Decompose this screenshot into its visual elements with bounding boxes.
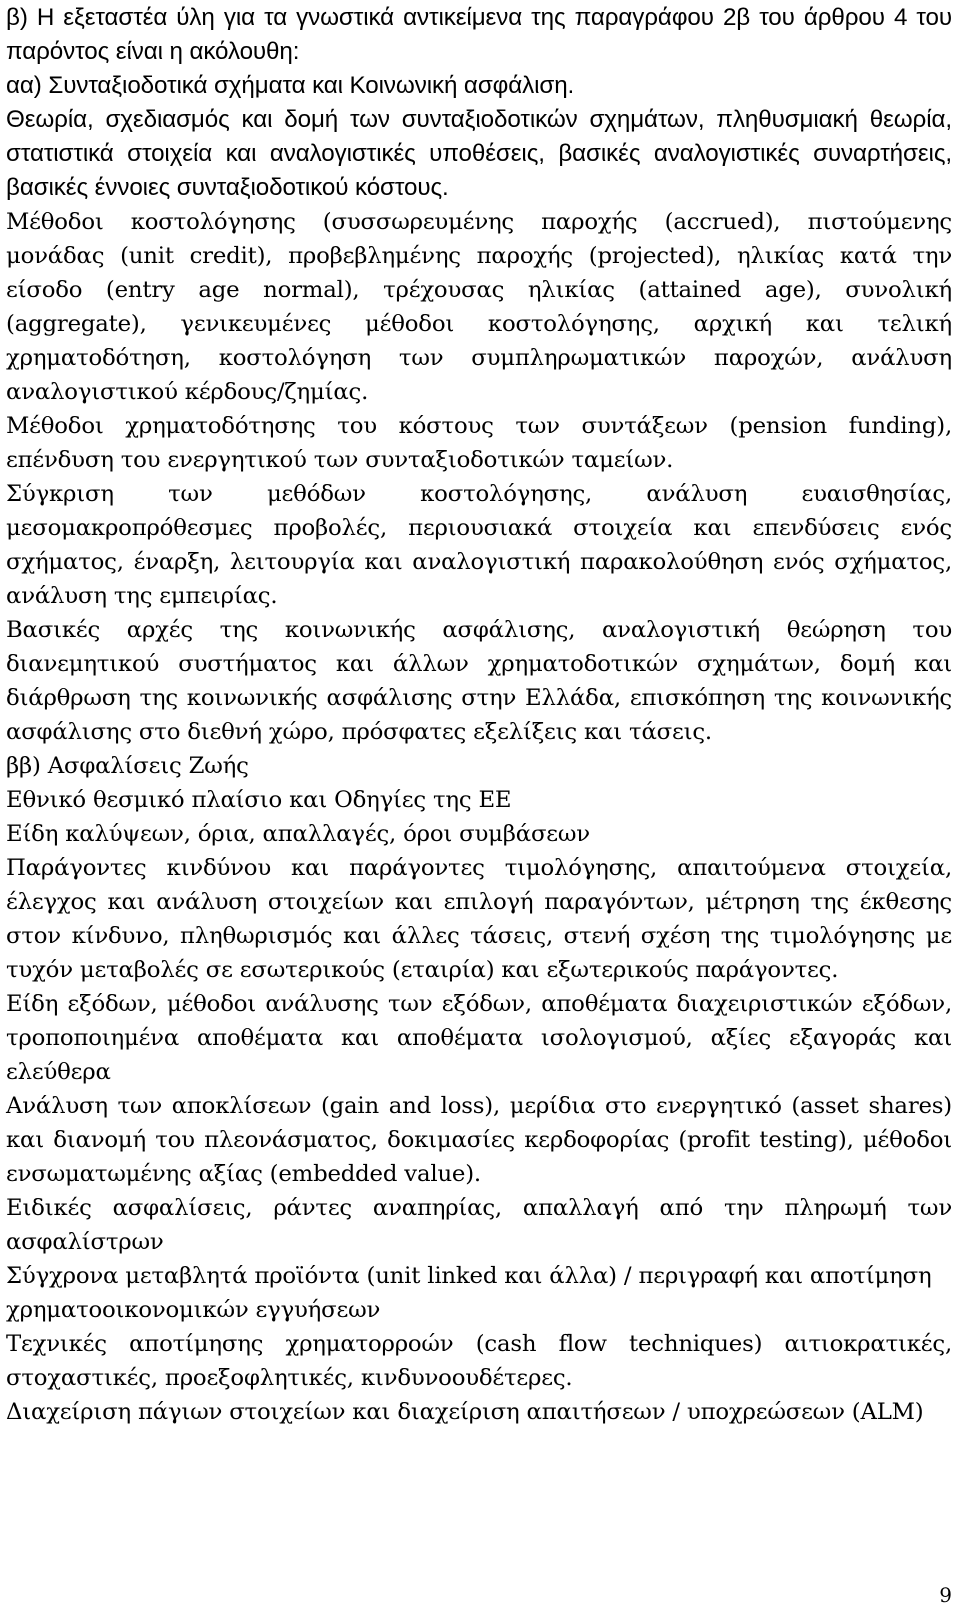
document-page — [6, 0, 952, 1429]
pension-theory-paragraph: Θεωρία, σχεδιασμός και δομή των συνταξιοδοτικών σχημάτων, πληθυσμιακή θεωρία, στατιστικά στοιχεία και αναλογιστικές υποθέσεις, βασικές αναλογιστικές συναρτήσεις, βασικές έννοιες συνταξιοδοτικού κόστους. — [6, 106, 952, 201]
special-insurance-paragraph: Ειδικές ασφαλίσεις, ράντες αναπηρίας, απαλλαγή από την πληρωμή των ασφαλίστρων — [6, 1195, 952, 1255]
alm-paragraph: Διαχείριση πάγιων στοιχείων και διαχείριση απαιτήσεων / υποχρεώσεων (ALM) — [6, 1399, 924, 1425]
intro-paragraph: β) Η εξεταστέα ύλη για τα γνωστικά αντικείμενα της παραγράφου 2β του άρθρου 4 του παρόντος είναι η ακόλουθη: — [6, 4, 952, 65]
costing-methods-paragraph: Μέθοδοι κοστολόγησης (συσσωρευμένης παροχής (accrued), πιστούμενης μονάδας (unit credit), προβεβλημένης παροχής (projected), ηλικίας κατά την είσοδο (entry age normal), τρέχουσας ηλικίας (attained age), συνολική (aggregate), γενικευμένες μέθοδοι κοστολόγησης, αρχική και τελική χρηματοδότηση, κοστολόγηση των συμπληρωματικών παροχών, ανάλυση αναλογιστικού κέρδους/ζημίας. — [6, 209, 952, 405]
social-insurance-paragraph: Βασικές αρχές της κοινωνικής ασφάλισης, αναλογιστική θεώρηση του διανεμητικού συστήματος και άλλων χρηματοδοτικών σχημάτων, δομή και διάρθρωση της κοινωνικής ασφάλισης στην Ελλάδα, επισκόπηση της κοινωνικής ασφάλισης στο διεθνή χώρο, πρόσφατες εξελίξεις και τάσεις. — [6, 617, 952, 745]
expenses-paragraph: Είδη εξόδων, μέθοδοι ανάλυσης των εξόδων, αποθέματα διαχειριστικών εξόδων, τροποποιημένα αποθέματα και αποθέματα ισολογισμού, αξίες εξαγοράς και ελεύθερα — [6, 991, 952, 1085]
section-aa-heading: αα) Συνταξιοδοτικά σχήματα και Κοινωνική ασφάλιση. — [6, 72, 575, 99]
methods-comparison-paragraph: Σύγκριση των μεθόδων κοστολόγησης, ανάλυση ευαισθησίας, μεσομακροπρόθεσμες προβολές, περιουσιακά στοιχεία και επενδύσεις ενός σχήματος, έναρξη, λειτουργία και αναλογιστική παρακολούθηση ενός σχήματος, ανάλυση της εμπειρίας. — [6, 481, 952, 609]
cash-flow-paragraph: Τεχνικές αποτίμησης χρηματορροών (cash flow techniques) αιτιοκρατικές, στοχαστικές, προεξοφλητικές, κινδυνοουδέτερες. — [6, 1331, 952, 1391]
section-bb-heading: ββ) Ασφαλίσεις Ζωής — [6, 753, 249, 779]
risk-factors-paragraph: Παράγοντες κινδύνου και παράγοντες τιμολόγησης, απαιτούμενα στοιχεία, έλεγχος και ανάλυση στοιχείων και επιλογή παραγόντων, μέτρηση της έκθεσης στον κίνδυνο, πληθωρισμός και άλλες τάσεις, στενή σχέση της τιμολόγησης με τυχόν μεταβολές σε εσωτερικούς (εταιρία) και εξωτερικούς παράγοντες. — [6, 855, 952, 983]
gain-loss-paragraph: Ανάλυση των αποκλίσεων (gain and loss), μερίδια στο ενεργητικό (asset shares) και διανομή του πλεονάσματος, δοκιμασίες κερδοφορίας (profit testing), μέθοδοι ενσωματωμένης αξίας (embedded value). — [6, 1093, 952, 1187]
pension-funding-paragraph: Μέθοδοι χρηματοδότησης του κόστους των συντάξεων (pension funding), επένδυση του ενεργητικού των συνταξιοδοτικών ταμείων. — [6, 413, 952, 473]
financial-guarantees-line: χρηματοοικονομικών εγγυήσεων — [6, 1297, 381, 1323]
page-number: 9 — [939, 1583, 952, 1607]
unit-linked-paragraph: Σύγχρονα μεταβλητά προϊόντα (unit linked και άλλα) / περιγραφή και αποτίμηση — [6, 1263, 932, 1289]
regulatory-framework-line: Εθνικό θεσμικό πλαίσιο και Οδηγίες της ΕΕ — [6, 787, 512, 813]
coverage-types-line: Είδη καλύψεων, όρια, απαλλαγές, όροι συμβάσεων — [6, 821, 590, 847]
